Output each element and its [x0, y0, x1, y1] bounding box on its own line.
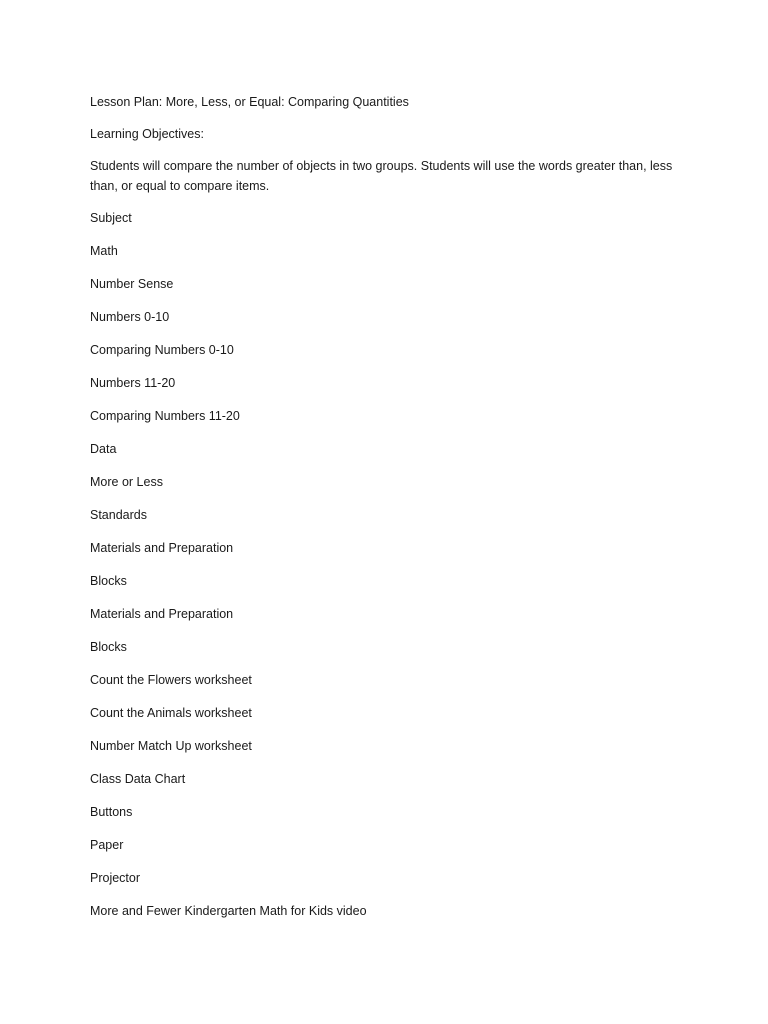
objectives-text: Students will compare the number of objects in two groups. Students will use the words greater than, less than, or equal to compare items. [90, 159, 673, 193]
line-standards: Standards [90, 508, 147, 522]
line-video: More and Fewer Kindergarten Math for Kids video [90, 904, 367, 918]
line-count-flowers-worksheet: Count the Flowers worksheet [90, 673, 252, 687]
line-numbers-0-10: Numbers 0-10 [90, 310, 170, 324]
line-comparing-numbers-0-10: Comparing Numbers 0-10 [90, 343, 234, 357]
line-materials-preparation-1: Materials and Preparation [90, 541, 234, 555]
line-count-animals-worksheet: Count the Animals worksheet [90, 706, 252, 720]
line-number-match-up-worksheet: Number Match Up worksheet [90, 739, 252, 753]
line-materials-preparation-2: Materials and Preparation [90, 607, 234, 621]
document-body [90, 92, 680, 934]
line-projector: Projector [90, 871, 141, 885]
line-more-or-less: More or Less [90, 475, 163, 489]
line-number-sense: Number Sense [90, 277, 174, 291]
line-subject: Subject [90, 211, 132, 225]
line-blocks-1: Blocks [90, 574, 127, 588]
line-buttons: Buttons [90, 805, 133, 819]
line-paper: Paper [90, 838, 124, 852]
line-comparing-numbers-11-20: Comparing Numbers 11-20 [90, 409, 240, 423]
line-math: Math [90, 244, 118, 258]
lesson-title: Lesson Plan: More, Less, or Equal: Comparing Quantities [90, 95, 409, 109]
line-class-data-chart: Class Data Chart [90, 772, 186, 786]
line-blocks-2: Blocks [90, 640, 127, 654]
line-data: Data [90, 442, 117, 456]
line-numbers-11-20: Numbers 11-20 [90, 376, 176, 390]
objectives-heading: Learning Objectives: [90, 127, 204, 141]
